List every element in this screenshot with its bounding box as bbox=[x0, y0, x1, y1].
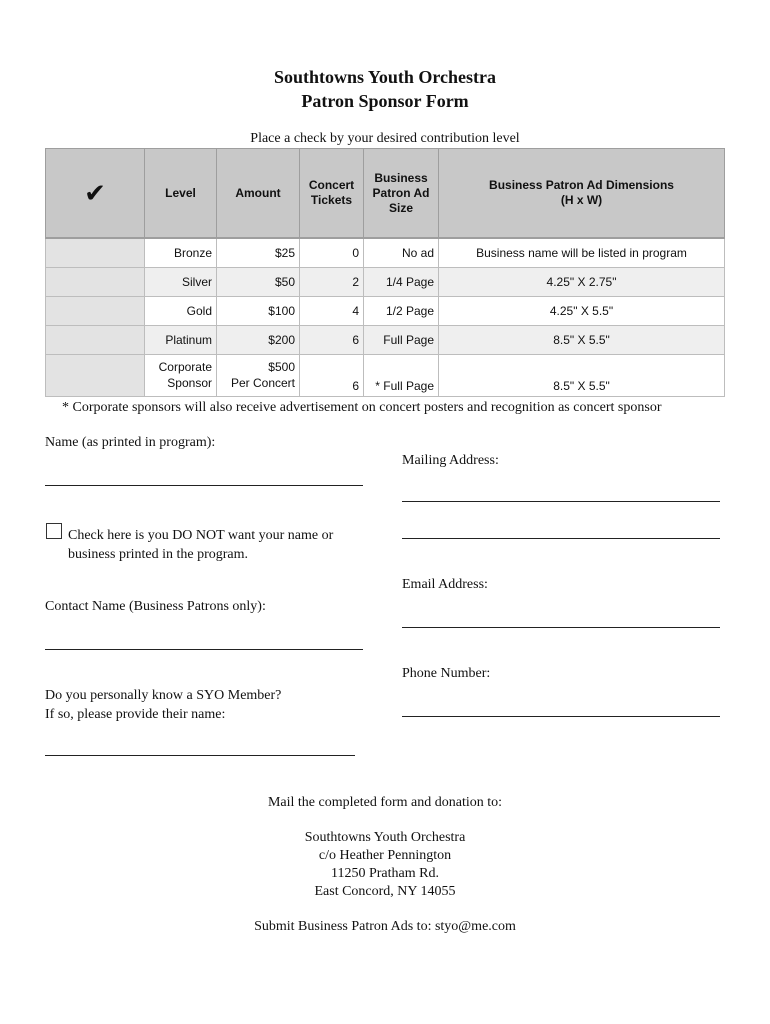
header-tickets-line2: Tickets bbox=[310, 193, 353, 207]
header-level: Level bbox=[145, 149, 217, 239]
dimensions-cell: 8.5" X 5.5" bbox=[439, 325, 725, 354]
phone-input-line[interactable] bbox=[402, 716, 720, 717]
name-input-line[interactable] bbox=[45, 485, 363, 486]
check-cell-bronze[interactable] bbox=[46, 238, 145, 267]
check-cell-corporate[interactable] bbox=[46, 354, 145, 396]
form-title: Patron Sponsor Form bbox=[301, 91, 469, 111]
tickets-cell: 2 bbox=[300, 267, 364, 296]
ad-size-cell: No ad bbox=[364, 238, 439, 267]
header-amount bbox=[217, 149, 300, 239]
submit-ads-text: Submit Business Patron Ads to: styo@me.com bbox=[254, 919, 516, 934]
header-dimensions bbox=[439, 149, 725, 239]
amount-cell: $25 bbox=[217, 238, 300, 267]
table-row bbox=[46, 325, 725, 354]
address-line-2: c/o Heather Pennington bbox=[318, 848, 452, 863]
level-cell: Bronze bbox=[145, 238, 217, 267]
tickets-cell: 6 bbox=[300, 354, 364, 396]
amount-corporate-line1: $500 bbox=[268, 360, 295, 374]
ad-size-cell: * Full Page bbox=[364, 354, 439, 396]
address-line-3: 11250 Pratham Rd. bbox=[331, 866, 439, 881]
dimensions-cell: Business name will be listed in program bbox=[439, 238, 725, 267]
table-row bbox=[46, 238, 725, 267]
address-line-1: Southtowns Youth Orchestra bbox=[304, 830, 466, 845]
mailing-address-input-line2[interactable] bbox=[402, 538, 720, 539]
ad-size-cell: 1/4 Page bbox=[364, 267, 439, 296]
amount-cell: $200 bbox=[217, 325, 300, 354]
amount-cell: $100 bbox=[217, 296, 300, 325]
check-cell-gold[interactable] bbox=[46, 296, 145, 325]
ad-size-cell: 1/2 Page bbox=[364, 296, 439, 325]
level-corporate-line2: Sponsor bbox=[167, 376, 212, 390]
tickets-cell: 4 bbox=[300, 296, 364, 325]
amount-cell bbox=[217, 354, 300, 396]
checkmark-icon: ✔ bbox=[46, 149, 145, 239]
no-print-label-line1: Check here is you DO NOT want your name or bbox=[68, 528, 334, 543]
header-tickets bbox=[300, 149, 364, 239]
tickets-cell: 0 bbox=[300, 238, 364, 267]
instruction-text: Place a check by your desired contribution level bbox=[250, 131, 520, 146]
name-label: Name (as printed in program): bbox=[45, 435, 216, 450]
level-cell: Platinum bbox=[145, 325, 217, 354]
header-dims-line2: (H x W) bbox=[560, 193, 603, 207]
amount-cell: $50 bbox=[217, 267, 300, 296]
syo-member-label-line1: Do you personally know a SYO Member? bbox=[45, 688, 282, 703]
dimensions-cell: 4.25" X 5.5" bbox=[439, 296, 725, 325]
header-adsize-line1: Business bbox=[374, 170, 428, 185]
level-cell bbox=[145, 354, 217, 396]
header-ad-size bbox=[364, 149, 439, 239]
level-cell: Silver bbox=[145, 267, 217, 296]
email-label: Email Address: bbox=[402, 577, 488, 592]
contact-name-input-line[interactable] bbox=[45, 649, 363, 650]
header-amount-label: Amount bbox=[235, 185, 281, 200]
mail-instruction: Mail the completed form and donation to: bbox=[267, 795, 503, 810]
syo-member-input-line[interactable] bbox=[45, 755, 355, 756]
corporate-footnote: * Corporate sponsors will also receive advertisement on concert posters and recognition as concert sponsor bbox=[62, 400, 662, 415]
level-cell: Gold bbox=[145, 296, 217, 325]
table-row bbox=[46, 267, 725, 296]
contact-name-label: Contact Name (Business Patrons only): bbox=[45, 599, 266, 614]
header-adsize-line3: Size bbox=[388, 200, 413, 215]
no-print-checkbox[interactable] bbox=[46, 523, 62, 539]
tickets-cell: 6 bbox=[300, 325, 364, 354]
email-input-line[interactable] bbox=[402, 627, 720, 628]
table-row bbox=[46, 354, 725, 396]
phone-label: Phone Number: bbox=[402, 666, 491, 681]
address-line-4: East Concord, NY 14055 bbox=[314, 884, 456, 899]
contribution-table bbox=[45, 148, 725, 397]
check-cell-platinum[interactable] bbox=[46, 325, 145, 354]
dimensions-cell: 8.5" X 5.5" bbox=[439, 354, 725, 396]
amount-corporate-line2: Per Concert bbox=[230, 376, 295, 390]
ad-size-cell: Full Page bbox=[364, 325, 439, 354]
table-header-row bbox=[46, 149, 725, 239]
dimensions-cell: 4.25" X 2.75" bbox=[439, 267, 725, 296]
header-tickets-line1: Concert bbox=[308, 178, 355, 192]
table-row bbox=[46, 296, 725, 325]
check-cell-silver[interactable] bbox=[46, 267, 145, 296]
header-dims-line1: Business Patron Ad Dimensions bbox=[489, 178, 674, 192]
org-title: Southtowns Youth Orchestra bbox=[273, 67, 497, 87]
mailing-address-label: Mailing Address: bbox=[402, 453, 499, 468]
no-print-label-line2: business printed in the program. bbox=[68, 547, 249, 562]
mailing-address-input-line1[interactable] bbox=[402, 501, 720, 502]
level-corporate-line1: Corporate bbox=[158, 360, 212, 374]
header-adsize-line2: Patron Ad bbox=[372, 185, 430, 200]
syo-member-label-line2: If so, please provide their name: bbox=[45, 707, 226, 722]
